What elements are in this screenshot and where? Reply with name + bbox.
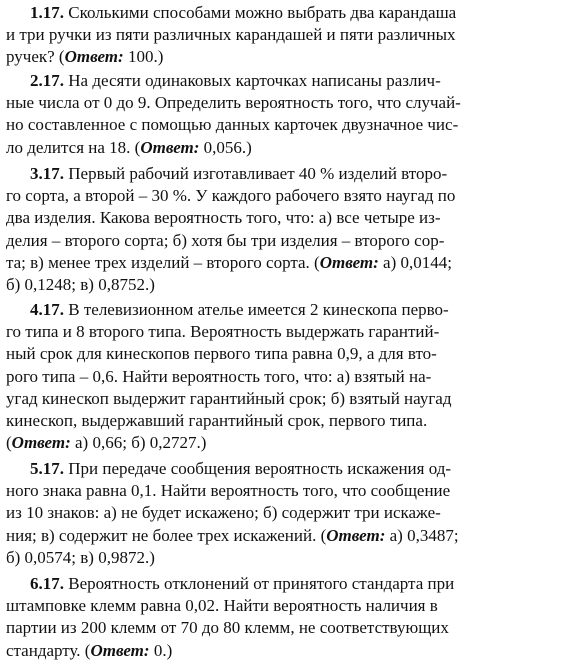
problem-line xyxy=(6,432,572,454)
problem-line xyxy=(6,252,572,274)
problem-6-17 xyxy=(6,573,572,662)
problem-number: 2.17. xyxy=(30,71,64,90)
problem-4-17 xyxy=(6,299,572,454)
answer-value: 0,056.) xyxy=(199,137,252,157)
answer-label: Ответ: xyxy=(90,640,150,660)
problem-line: го сорта, а второй – 30 %. У каждого рабочего взято наугад по xyxy=(6,186,456,206)
answer-value: а) 0,0144; xyxy=(378,252,452,272)
answer-value: а) 0,3487; xyxy=(385,525,459,545)
problem-number: 4.17. xyxy=(30,300,64,319)
problem-line: и три ручки из пяти различных карандашей и пяти различных xyxy=(6,25,456,45)
problem-line: кинескоп, выдержавший гарантийный срок, первого типа. xyxy=(6,411,428,431)
problem-line: но составленное с помощью данных карточек двузначное чис- xyxy=(6,115,459,135)
problem-line: угад кинескоп выдержит гарантийный срок; б) взятый наугад xyxy=(6,388,452,408)
problem-line xyxy=(6,299,572,321)
problem-line: рого типа – 0,6. Найти вероятность того, что: а) взятый на- xyxy=(6,366,432,386)
problem-line xyxy=(6,573,572,595)
problem-line xyxy=(6,525,572,547)
problem-line xyxy=(6,2,572,24)
problem-line xyxy=(6,163,572,185)
answer-label: Ответ: xyxy=(140,137,200,157)
problem-line: го типа и 8 второго типа. Вероятность выдержать гарантий- xyxy=(6,322,440,342)
problem-line xyxy=(6,70,572,92)
answer-value: а) 0,66; б) 0,2727.) xyxy=(70,433,207,453)
problem-text: Вероятность отклонений от принятого стандарта при xyxy=(68,574,455,593)
problem-text: На десяти одинаковых карточках написаны различ- xyxy=(68,71,441,90)
problem-3-17 xyxy=(6,163,572,296)
problem-text: ния; в) содержит не более трех искажений. ( xyxy=(6,525,327,545)
problem-1-17 xyxy=(6,2,572,69)
problem-line: б) 0,1248; в) 0,8752.) xyxy=(6,275,155,295)
problem-line xyxy=(6,640,572,662)
problem-text: Первый рабочий изготавливает 40 % изделий второ- xyxy=(68,164,448,183)
problem-line xyxy=(6,137,572,159)
problem-text: Сколькими способами можно выбрать два карандаша xyxy=(68,3,457,22)
problem-number: 1.17. xyxy=(30,3,64,22)
problem-text: ( xyxy=(6,433,12,453)
answer-value: 0.) xyxy=(149,640,173,660)
problem-number: 6.17. xyxy=(30,574,64,593)
problem-line: два изделия. Какова вероятность того, что: а) все четыре из- xyxy=(6,208,441,228)
problem-line: ного знака равна 0,1. Найти вероятность того, что сообщение xyxy=(6,481,451,501)
problem-number: 3.17. xyxy=(30,164,64,183)
answer-value: 100.) xyxy=(123,47,164,67)
answer-label: Ответ: xyxy=(64,47,124,67)
problem-2-17 xyxy=(6,70,572,159)
problem-text: та; в) менее трех изделий – второго сорта. ( xyxy=(6,252,320,272)
problem-number: 5.17. xyxy=(30,459,64,478)
problem-line: б) 0,0574; в) 0,9872.) xyxy=(6,547,155,567)
problem-line xyxy=(6,458,572,480)
problem-text: ручек? ( xyxy=(6,47,65,67)
problem-text: ло делится на 18. ( xyxy=(6,137,141,157)
problem-text: В телевизионном ателье имеется 2 кинескопа перво- xyxy=(68,300,449,319)
problem-line: из 10 знаков: а) не будет искажено; б) содержит три искаже- xyxy=(6,503,441,523)
answer-label: Ответ: xyxy=(326,525,386,545)
answer-label: Ответ: xyxy=(319,252,379,272)
problem-line: партии из 200 клемм от 70 до 80 клемм, не соответствующих xyxy=(6,618,449,638)
problem-line: штамповке клемм равна 0,02. Найти вероятность наличия в xyxy=(6,596,438,616)
problem-line: ный срок для кинескопов первого типа равна 0,9, а для вто- xyxy=(6,344,437,364)
problem-line: ные числа от 0 до 9. Определить вероятность того, что случай- xyxy=(6,93,461,113)
answer-label: Ответ: xyxy=(11,433,71,453)
problem-5-17 xyxy=(6,458,572,569)
problem-text: стандарту. ( xyxy=(6,640,91,660)
problem-line xyxy=(6,46,572,68)
problem-line: делия – второго сорта; б) хотя бы три изделия – второго сор- xyxy=(6,230,445,250)
problem-text: При передаче сообщения вероятность искажения од- xyxy=(68,459,452,478)
